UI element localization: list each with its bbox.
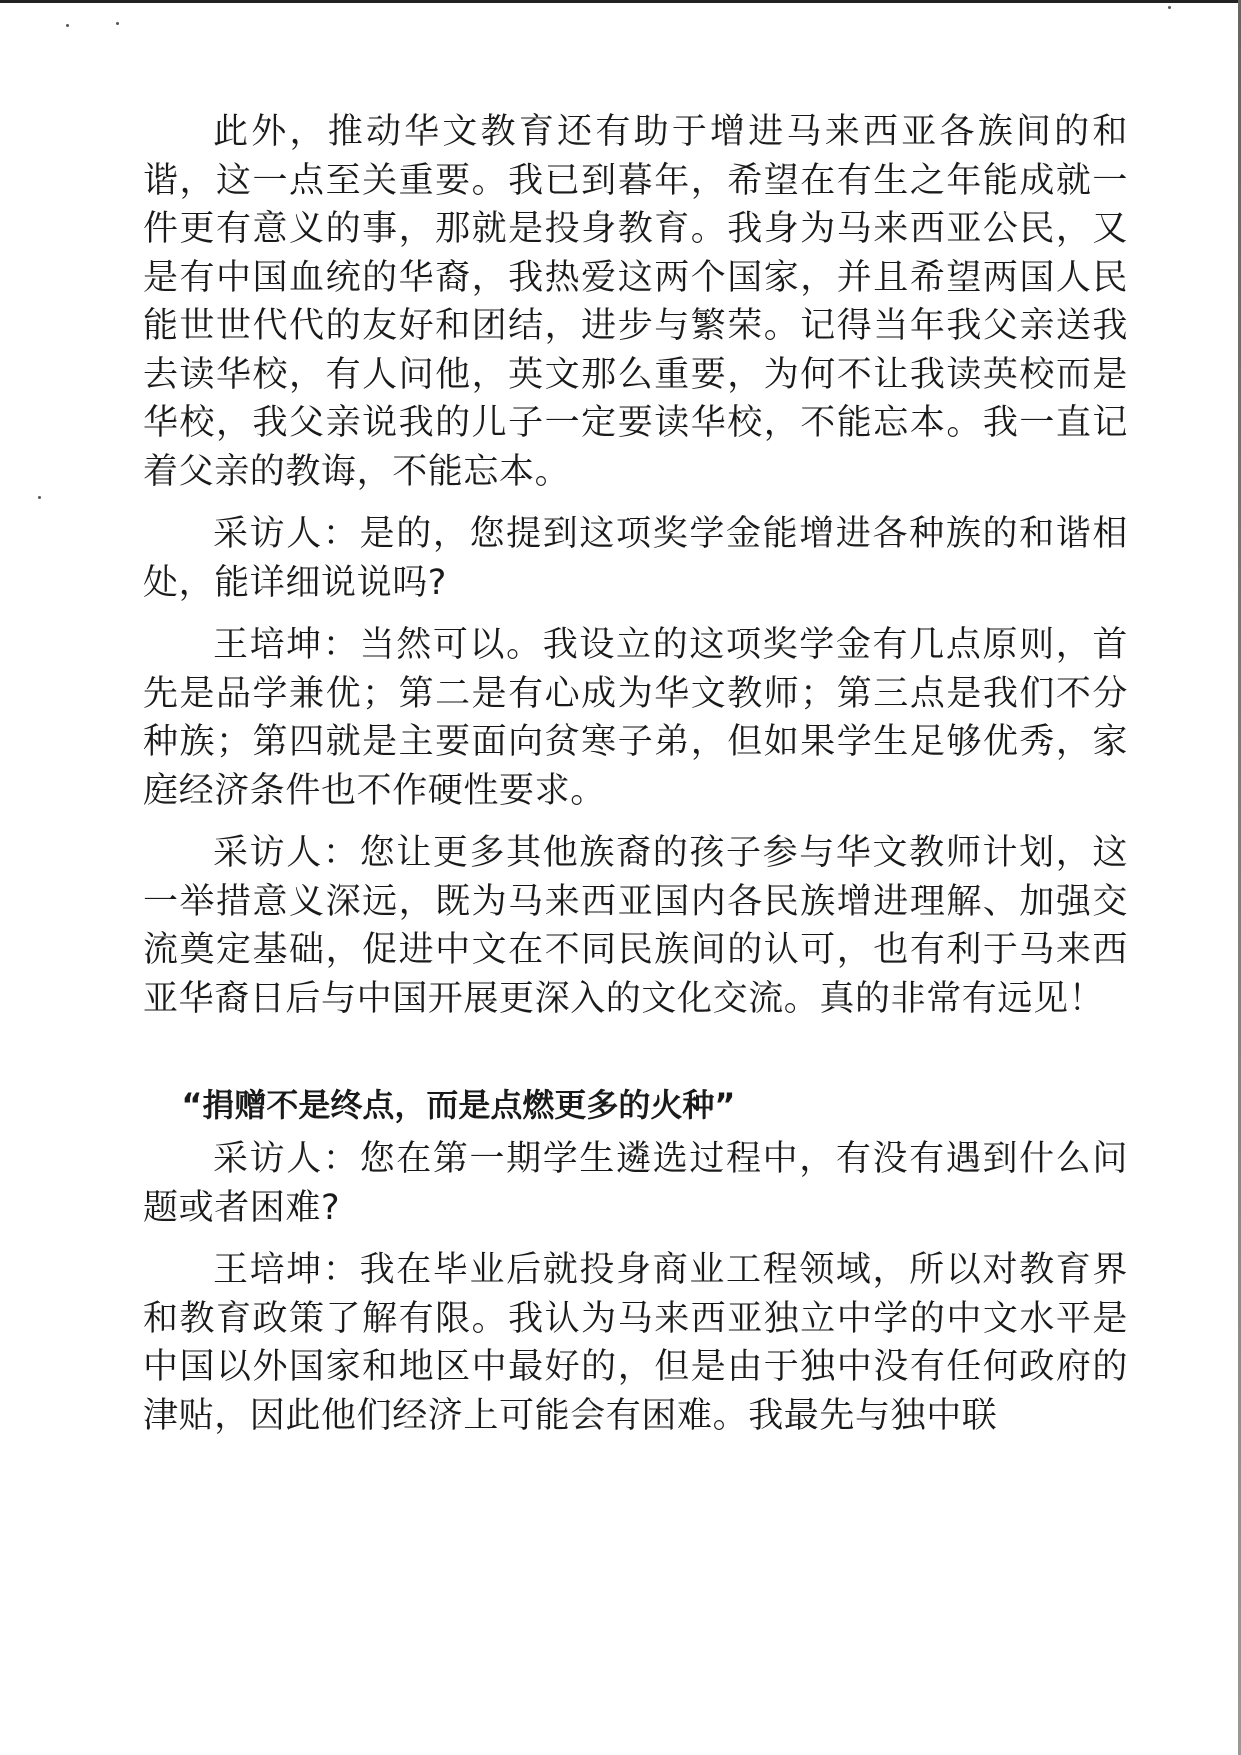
scan-speck	[66, 24, 69, 27]
paragraph-interviewer-question-selection: 采访人：您在第一期学生遴选过程中，有没有遇到什么问题或者困难?	[143, 1139, 1128, 1228]
scan-speck	[38, 496, 41, 499]
paragraph-interviewer-question-harmony: 采访人：是的，您提到这项奖学金能增进各种族的和谐相处，能详细说说吗?	[143, 514, 1128, 603]
paragraph-wang-answer-selection: 王培坤：我在毕业后就投身商业工程领域，所以对教育界和教育政策了解有限。我认为马来西亚独立中学的中文水平是中国以外国家和地区中最好的，但是由于独中没有任何政府的津贴，因此他们经济上可能会有困难。我最先与独中联	[143, 1250, 1128, 1436]
scan-top-edge	[0, 0, 1241, 3]
section-heading: “捐赠不是终点，而是点燃更多的火种”	[181, 1086, 736, 1124]
paragraph-harmony: 此外，推动华文教育还有助于增进马来西亚各族间的和谐，这一点至关重要。我已到暮年，希望在有生之年能成就一件更有意义的事，那就是投身教育。我身为马来西亚公民，又是有中国血统的华裔，我热爱这两个国家，并且希望两国人民能世世代代的友好和团结，进步与繁荣。记得当年我父亲送我去读华校，有人问他，英文那么重要，为何不让我读英校而是华校，我父亲说我的儿子一定要读华校，不能忘本。我一直记着父亲的教诲，不能忘本。	[143, 112, 1128, 492]
document-page	[143, 108, 1128, 1440]
scan-speck	[116, 22, 119, 25]
paragraph-interviewer-comment-vision: 采访人：您让更多其他族裔的孩子参与华文教师计划，这一举措意义深远，既为马来西亚国内各民族增进理解、加强交流奠定基础，促进中文在不同民族间的认可，也有利于马来西亚华裔日后与中国开展更深入的文化交流。真的非常有远见！	[143, 833, 1128, 1019]
paragraph-wang-scholarship-principles: 王培坤：当然可以。我设立的这项奖学金有几点原则，首先是品学兼优；第二是有心成为华文教师；第三点是我们不分种族；第四就是主要面向贫寒子弟，但如果学生足够优秀，家庭经济条件也不作硬性要求。	[143, 625, 1128, 811]
scan-speck	[1168, 6, 1171, 9]
